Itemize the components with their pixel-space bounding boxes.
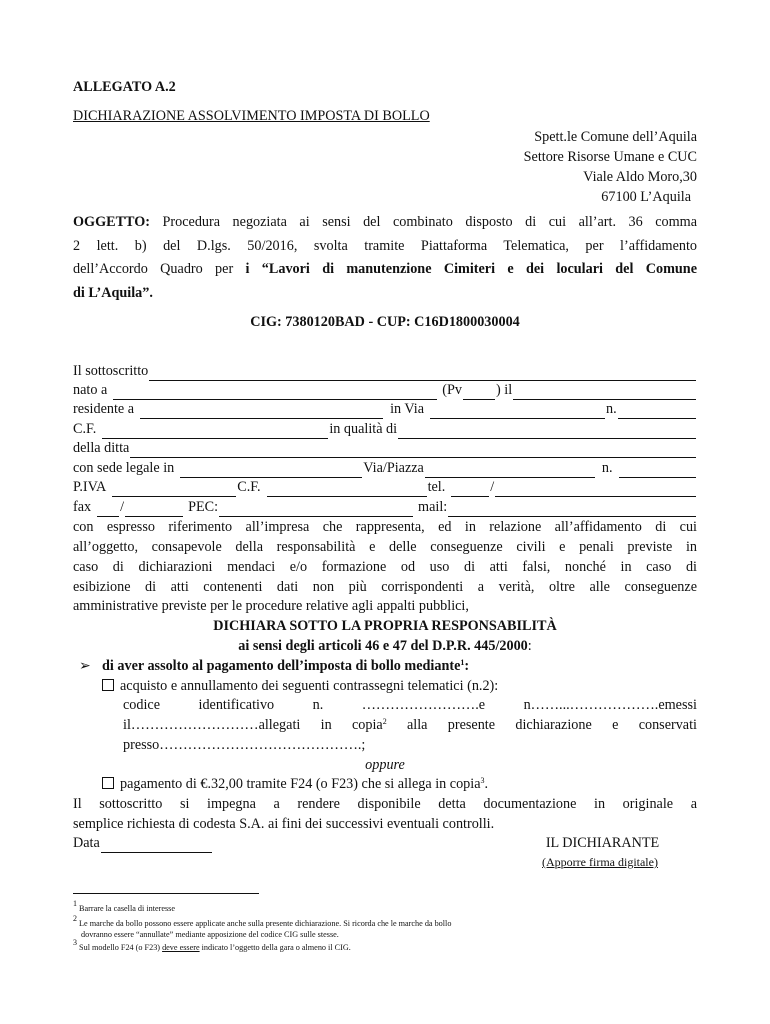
body-line-4: esibizione di atti contenenti dati non più corrispondenti a verità, oltre alle conseguenze (73, 579, 697, 595)
closing-line-2: semplice richiesta di codesta S.A. ai fini dei successivi eventuali controlli. (73, 816, 495, 832)
option-contrassegni-line-3[interactable]: presso…………………………………….; (123, 737, 366, 753)
label-n: n. (606, 401, 617, 417)
blank-pec[interactable] (219, 503, 413, 517)
footnote-3 (73, 938, 351, 953)
dichiara-subtitle-line (73, 637, 697, 656)
footnote-1-text: Barrare la casella di interesse (77, 904, 175, 913)
opt1-codice-1[interactable]: …………………….e (361, 697, 486, 713)
oggetto-label: OGGETTO: (73, 214, 150, 230)
option-contrassegni[interactable] (102, 677, 697, 696)
blank-n-2[interactable] (619, 464, 697, 478)
blank-tel-number[interactable] (495, 483, 696, 497)
footnote-2-number: 2 (73, 914, 77, 923)
field-sede-legale[interactable] (73, 459, 697, 478)
opt1-copia-text: copia (351, 717, 383, 733)
blank-residente-a[interactable] (140, 405, 383, 419)
label-sede-legale: con sede legale in (73, 460, 175, 476)
oggetto-text-1: Procedura negoziata ai sensi del combinato disposto di cui all’art. 36 comma (150, 214, 697, 230)
document-title: DICHIARAZIONE ASSOLVIMENTO IMPOSTA DI BOLLO (73, 108, 430, 124)
opt1-word-in: in (320, 717, 332, 733)
option-f24[interactable] (102, 775, 697, 794)
opt1-word-dichiarazione: dichiarazione (515, 717, 592, 733)
label-il: ) il (496, 382, 513, 398)
label-data: Data (73, 835, 100, 851)
footnote-ref-3: 3 (480, 776, 485, 785)
dichiara-subtitle: ai sensi degli articoli 46 e 47 del D.P.R. 445/2000 (238, 638, 528, 654)
oggetto-text-3: dell’Accordo Quadro per (73, 261, 246, 277)
footnote-ref-1: 1 (460, 658, 465, 667)
checkbox-f24[interactable] (102, 777, 114, 789)
blank-mail[interactable] (448, 503, 696, 517)
option-f24-label: pagamento di €.32,00 tramite F24 (o F23) che si allega in copia (120, 776, 481, 792)
blank-tel-prefix[interactable] (451, 483, 489, 497)
oggetto-lavori: i “Lavori di manutenzione Cimiteri e dei loculari del Comune (245, 261, 697, 277)
blank-cf-2[interactable] (267, 483, 427, 497)
label-via-piazza: Via/Piazza (363, 460, 424, 476)
label-fax: fax (73, 499, 92, 515)
opt1-word-alla: alla (407, 717, 428, 733)
label-cf-2: C.F. (237, 479, 261, 495)
blank-n[interactable] (618, 405, 696, 419)
cig-cup: CIG: 7380120BAD - CUP: C16D1800030004 (250, 314, 520, 330)
label-pec: PEC: (188, 499, 219, 515)
opt1-word-copia (352, 716, 387, 735)
label-mail: mail: (418, 499, 448, 515)
footnote-2-text-a: Le marche da bollo possono essere applicate anche sulla presente dichiarazione. Si ricorda che le marche da bollo (77, 919, 452, 928)
opt1-codice-2[interactable]: n……...……………….emessi (523, 697, 697, 713)
field-sottoscritto[interactable] (73, 362, 697, 381)
option-contrassegni-label: acquisto e annullamento dei seguenti contrassegni telematici (n.2): (120, 678, 499, 694)
label-tel: tel. (427, 479, 446, 495)
field-residente[interactable] (73, 400, 697, 419)
body-line-5: amministrative previste per le procedure relative agli appalti pubblici, (73, 598, 469, 614)
field-fax-pec-mail[interactable] (73, 498, 697, 517)
blank-sottoscritto[interactable] (149, 367, 696, 381)
label-in-qualita: in qualità di (329, 421, 398, 437)
label-sottoscritto: Il sottoscritto (73, 363, 149, 379)
field-cf[interactable] (73, 420, 697, 439)
footnote-2 (73, 914, 452, 929)
recipient-line-1: Spett.le Comune dell’Aquila (534, 129, 697, 145)
footnote-ref-2: 2 (382, 717, 387, 726)
field-data[interactable] (73, 834, 213, 853)
recipient-line-3: Viale Aldo Moro,30 (583, 169, 697, 185)
label-piva: P.IVA (73, 479, 107, 495)
footnote-3-underlined: deve essere (162, 943, 200, 952)
opt1-word-n: n. (312, 697, 324, 713)
oggetto-line-4: di L’Aquila”. (73, 285, 153, 301)
dichiara-item-text: di aver assolto al pagamento dell’imposta di bollo mediante (102, 658, 461, 674)
label-cf: C.F. (73, 421, 97, 437)
opt1-word-conservati: conservati (638, 717, 697, 733)
checkbox-contrassegni[interactable] (102, 679, 114, 691)
label-tel-slash: / (490, 479, 495, 495)
blank-sede-legale[interactable] (180, 464, 362, 478)
signatory-label: IL DICHIARANTE (545, 835, 660, 851)
blank-data[interactable] (101, 839, 212, 853)
field-nato[interactable] (73, 381, 697, 400)
blank-ditta[interactable] (130, 444, 696, 458)
blank-fax-number[interactable] (125, 503, 183, 517)
blank-nato-a[interactable] (113, 386, 437, 400)
label-della-ditta: della ditta (73, 440, 130, 456)
blank-via[interactable] (430, 405, 605, 419)
label-nato-a: nato a (73, 382, 108, 398)
label-in-via: in Via (390, 401, 425, 417)
field-ditta[interactable] (73, 439, 697, 458)
dichiara-title: DICHIARA SOTTO LA PROPRIA RESPONSABILITÀ (213, 618, 557, 634)
blank-pv[interactable] (463, 386, 495, 400)
blank-fax-prefix[interactable] (97, 503, 119, 517)
closing-line-1: Il sottoscritto si impegna a rendere disponibile detta documentazione in originale a (73, 796, 697, 812)
blank-data-nascita[interactable] (513, 386, 696, 400)
footnote-2-cont: dovranno essere “annullate” mediante apposizione del codice CIG sulle stesse. (81, 930, 339, 939)
label-fax-slash: / (120, 499, 125, 515)
option-contrassegni-line-2 (123, 716, 697, 735)
dichiara-subtitle-colon: : (527, 638, 532, 654)
footnote-1 (73, 899, 175, 914)
option-contrassegni-line-1 (123, 696, 697, 715)
body-line-3: caso di dichiarazioni mendaci e/o formazione od uso di atti falsi, nonché in caso di (73, 559, 697, 575)
recipient-line-2: Settore Risorse Umane e CUC (523, 149, 697, 165)
footnote-3-number: 3 (73, 938, 77, 947)
footnote-1-number: 1 (73, 899, 77, 908)
body-line-2: all’oggetto, consapevole della responsabilità e delle conseguenze civili e penali previste in (73, 539, 697, 555)
blank-cf[interactable] (102, 425, 328, 439)
opt1-word-identificativo: identificativo (198, 697, 275, 713)
dichiara-item-colon: : (464, 658, 470, 674)
opt1-word-presente: presente (447, 717, 496, 733)
blank-piva[interactable] (112, 483, 236, 497)
arrow-bullet-icon: ➢ (79, 658, 91, 674)
label-residente-a: residente a (73, 401, 135, 417)
oppure-label: oppure (365, 757, 405, 773)
body-line-1: con espresso riferimento all’impresa che rappresenta, ed in relazione all’affidamento di cui (73, 519, 697, 535)
oggetto-line-2: 2 lett. b) del D.lgs. 50/2016, svolta tramite Piattaforma Telematica, per l’affidamento (73, 238, 697, 254)
footnote-3-text-b: indicato l’oggetto della gara o almeno il CIG. (199, 943, 351, 952)
label-n-2: n. (601, 460, 613, 476)
opt1-emessi-il[interactable]: il………………………allegati (123, 717, 301, 733)
field-piva[interactable] (73, 478, 697, 497)
dichiara-item (73, 657, 697, 676)
opt1-word-e: e (612, 717, 619, 733)
oggetto-line-1 (73, 213, 697, 232)
option-f24-period: . (484, 776, 489, 792)
firma-note: (Apporre firma digitale) (542, 855, 658, 869)
label-pv: (Pv (442, 382, 462, 398)
oggetto-line-3 (73, 260, 697, 279)
opt1-word-codice: codice (123, 697, 161, 713)
blank-via-piazza[interactable] (425, 464, 595, 478)
footnote-3-text-a: Sul modello F24 (o F23) (77, 943, 163, 952)
blank-in-qualita[interactable] (398, 425, 696, 439)
recipient-line-4: 67100 L’Aquila (601, 189, 691, 205)
allegato-heading: ALLEGATO A.2 (73, 79, 176, 95)
footnote-divider (73, 893, 259, 894)
